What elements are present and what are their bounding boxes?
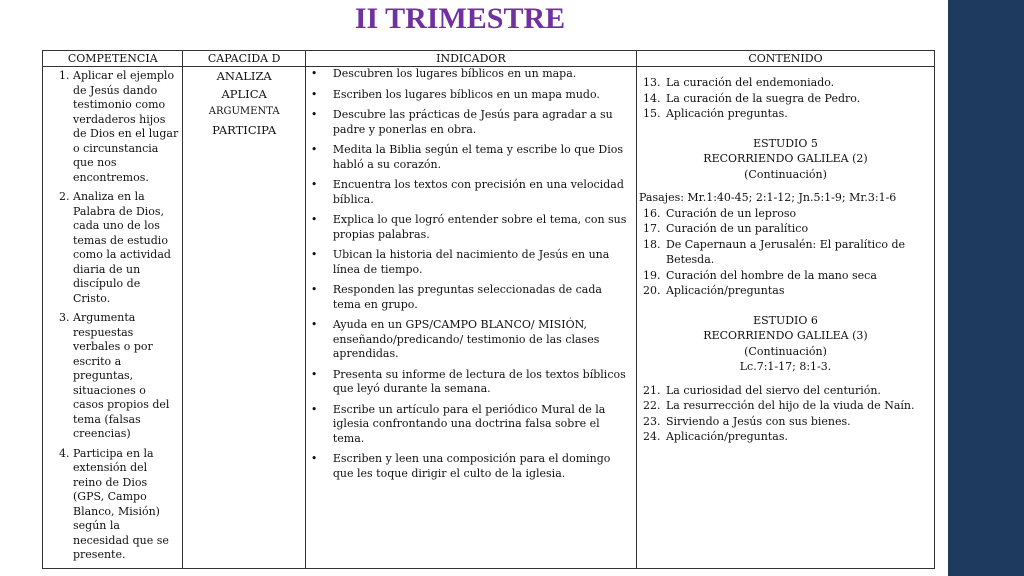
capacidad-item: ANALIZA	[216, 69, 272, 83]
list-item: • Escriben los lugares bíblicos en un mapa mudo.	[333, 88, 632, 103]
competencia-list	[43, 69, 178, 563]
list-item: 4. Participa en la extensión del reino de Dios (GPS, Campo Blanco, Misión) según la necesidad que se presente.	[73, 447, 178, 563]
list-item: 1. Aplicar el ejemplo de Jesús dando testimonio como verdaderos hijos de Dios en el lugar o circunstancia que nos encontremos.	[73, 69, 178, 185]
contenido-item: 18. De Capernaun a Jerusalén: El paralítico de Betesda.	[642, 237, 906, 266]
contenido-cell	[636, 67, 934, 569]
list-item: • Escribe un artículo para el periódico Mural de la iglesia confrontando una doctrina falsa sobre el tema.	[333, 403, 632, 447]
list-item: 3. Argumenta respuestas verbales o por escrito a preguntas, situaciones o casos propios del tema (falsas creencias)	[73, 311, 178, 442]
page-title: II TRIMESTRE	[354, 2, 566, 35]
estudio-5-heading: ESTUDIO 5	[753, 136, 818, 150]
list-item: • Escriben y leen una composición para el domingo que les toque dirigir el culto de la iglesia.	[333, 452, 632, 481]
estudio-6-sub: (Continuación)	[744, 344, 827, 358]
capacidad-item: PARTICIPA	[212, 123, 277, 137]
competencia-cell	[43, 67, 183, 569]
contenido-item: 13. La curación del endemoniado.	[642, 76, 835, 89]
estudio-6-title: RECORRIENDO GALILEA (3)	[703, 329, 868, 342]
contenido-block	[637, 67, 934, 445]
list-item: • Presenta su informe de lectura de los textos bíblicos que leyó durante la semana.	[333, 368, 632, 397]
contenido-item: 22. La resurrección del hijo de la viuda de Naín.	[642, 399, 915, 412]
list-item: • Ubican la historia del nacimiento de Jesús en una línea de tiempo.	[333, 248, 632, 277]
header-contenido: CONTENIDO	[636, 51, 934, 67]
side-accent-bar	[948, 0, 1024, 576]
capacidad-item: ARGUMENTA	[208, 106, 280, 117]
contenido-item: 14. La curación de la suegra de Pedro.	[642, 91, 861, 105]
indicador-cell	[305, 67, 636, 569]
contenido-item: 23. Sirviendo a Jesús con sus bienes.	[642, 414, 851, 428]
table-header-row	[43, 51, 935, 67]
contenido-item: 24. Aplicación/preguntas.	[642, 430, 788, 443]
capacidad-cell	[183, 67, 305, 569]
list-item: • Descubre las prácticas de Jesús para agradar a su padre y ponerlas en obra.	[333, 108, 632, 137]
list-item: • Explica lo que logró entender sobre el tema, con sus propias palabras.	[333, 213, 632, 242]
contenido-item: 17. Curación de un paralítico	[642, 222, 809, 235]
header-indicador: INDICADOR	[305, 51, 636, 67]
capacidad-item: APLICA	[221, 87, 267, 101]
estudio-5-pasajes: Pasajes: Mr.1:40-45; 2:1-12; Jn.5:1-9; Mr.3:1-6	[638, 191, 897, 204]
contenido-item: 19. Curación del hombre de la mano seca	[642, 268, 877, 282]
header-capacidad: CAPACIDA D	[183, 51, 305, 67]
contenido-item: 16. Curación de un leproso	[642, 206, 797, 220]
list-item: • Responden las preguntas seleccionadas de cada tema en grupo.	[333, 283, 632, 312]
estudio-5-title: RECORRIENDO GALILEA (2)	[703, 152, 868, 165]
header-competencia: COMPETENCIA	[43, 51, 183, 67]
contenido-item: 20. Aplicación/preguntas	[642, 284, 785, 297]
estudio-5-sub: (Continuación)	[744, 167, 827, 181]
contenido-item: 15. Aplicación preguntas.	[642, 107, 788, 120]
indicador-list	[306, 67, 636, 481]
curriculum-table	[42, 50, 935, 569]
contenido-item: 21. La curiosidad del siervo del centurión.	[642, 383, 881, 397]
list-item: • Descubren los lugares bíblicos en un mapa.	[333, 67, 632, 82]
list-item: • Medita la Biblia según el tema y escribe lo que Dios habló a su corazón.	[333, 143, 632, 172]
estudio-6-pasajes: Lc.7:1-17; 8:1-3.	[739, 360, 832, 373]
estudio-6-heading: ESTUDIO 6	[753, 313, 818, 327]
table-row	[43, 67, 935, 569]
list-item: • Ayuda en un GPS/CAMPO BLANCO/ MISIÓN, enseñando/predicando/ testimonio de las clases aprendidas.	[333, 318, 632, 362]
list-item: 2. Analiza en la Palabra de Dios, cada uno de los temas de estudio como la actividad diaria de un discípulo de Cristo.	[73, 190, 178, 306]
list-item: • Encuentra los textos con precisión en una velocidad bíblica.	[333, 178, 632, 207]
